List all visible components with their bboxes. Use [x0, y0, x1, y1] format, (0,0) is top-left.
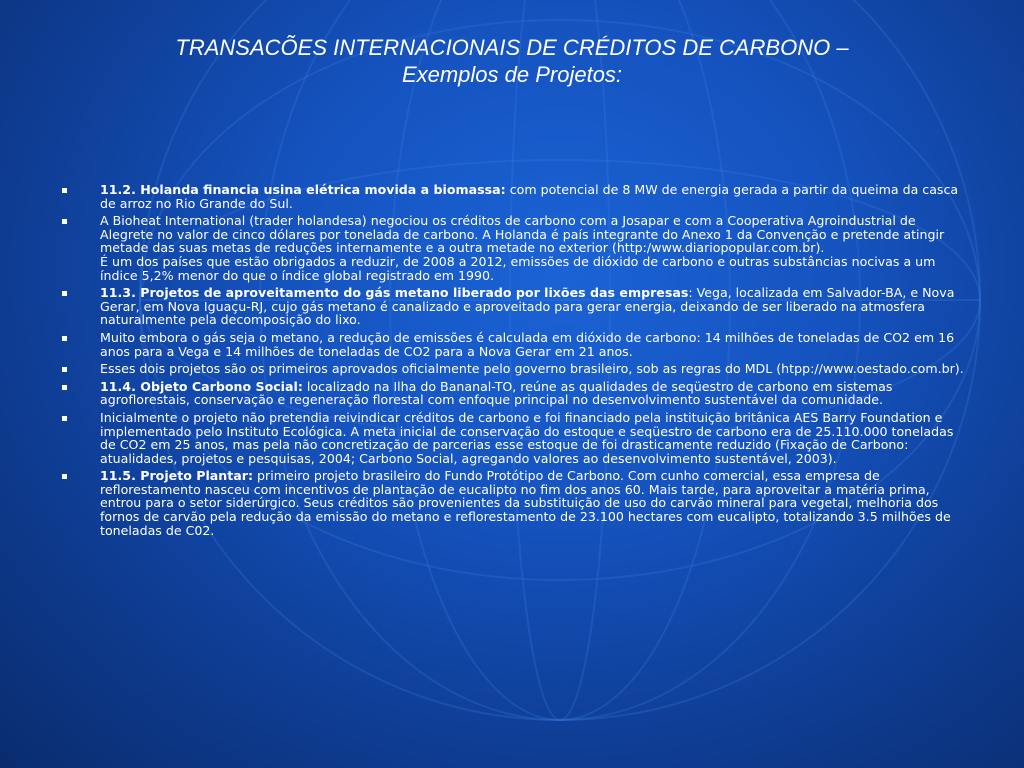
- bullet-item: [60, 183, 968, 210]
- bullet-item: [60, 331, 968, 358]
- square-bullet-icon: [62, 219, 67, 224]
- square-bullet-icon: [62, 336, 67, 341]
- bullet-item: [60, 362, 968, 376]
- bullet-item: [60, 411, 968, 465]
- bullet-heading: 11.2. Holanda financia usina elétrica movida a biomassa:: [100, 182, 506, 197]
- bullet-item: [60, 380, 968, 407]
- square-bullet-icon: [62, 385, 67, 390]
- bullet-item: [60, 214, 968, 282]
- square-bullet-icon: [62, 474, 67, 479]
- bullet-heading: 11.5. Projeto Plantar:: [100, 468, 254, 484]
- bullet-item: [60, 469, 968, 537]
- bullet-heading: 11.4. Objeto Carbono Social:: [100, 378, 303, 394]
- square-bullet-icon: [62, 291, 67, 296]
- bullet-heading: 11.3. Projetos de aproveitamento do gás metano liberado por lixões das empresas: [100, 285, 689, 301]
- bullet-text: localizado na Ilha do Bananal-TO, reúne as qualidades de seqüestro de carbono em sistemas agroflorestais, conservação e regeneração florestal com enfoque principal no desenvolvimento sustentável da comunidade.: [100, 378, 893, 408]
- bullet-text-continuation: É um dos países que estão obrigados a reduzir, de 2008 a 2012, emissões de dióxido de carbono e outras substâncias nocivas a um índice 5,2% menor do que o índice global registrado em 1990.: [100, 253, 936, 283]
- bullet-text: Esses dois projetos são os primeiros aprovados oficialmente pelo governo brasileiro, sob as regras do MDL (htpp://www.oestado.com.br).: [100, 361, 964, 377]
- square-bullet-icon: [62, 367, 67, 372]
- bullet-text: com potencial de 8 MW de energia gerada a partir da queima da casca de arroz no Rio Grande do Sul.: [100, 182, 959, 211]
- bullet-list: [60, 183, 968, 541]
- bullet-text: A Bioheat International (trader holandesa) negociou os créditos de carbono com a Josapar e com a Cooperativa Agroindustrial de Alegrete no valor de cinco dólares por tonelada de carbono. A Holanda é país integrante do Anexo 1 da Convenção e pretende atingir metade das suas metas de reduções internamente e a outra metade no exterior (http:/www.diariopopular.com.br).: [100, 213, 945, 256]
- slide-title: [40, 34, 984, 88]
- bullet-text: Muito embora o gás seja o metano, a redução de emissões é calculada em dióxido de carbono: 14 milhões de toneladas de CO2 em 16 anos para a Vega e 14 milhões de toneladas de CO2 para a Nova Gerar em 21 anos.: [100, 329, 955, 359]
- bullet-item: [60, 286, 968, 327]
- square-bullet-icon: [62, 416, 67, 421]
- slide-title-line-1: TRANSACÕES INTERNACIONAIS DE CRÉDITOS DE CARBONO –: [175, 35, 849, 60]
- square-bullet-icon: [62, 188, 67, 193]
- slide-title-line-2: Exemplos de Projetos:: [401, 62, 623, 87]
- bullet-text: Inicialmente o projeto não pretendia reivindicar créditos de carbono e foi financiado pela instituição britânica AES Barry Foundation e implementado pelo Instituto Ecológica. A meta inicial de conservação do estoque e seqüestro de carbono era de 25.110.000 toneladas de CO2 em 25 anos, mas pela não concretização de parcerias esse estoque de foi drasticamente reduzido (Fixação de Carbono: atualidades, projetos e pesquisas, 2004; Carbono Social, agregando valores ao desenvolvimento sustentável, 2003).: [100, 409, 954, 466]
- bullet-text: primeiro projeto brasileiro do Fundo Protótipo de Carbono. Com cunho comercial, essa empresa de reflorestamento nasceu com incentivos de plantação de eucalipto no fim dos anos 60. Mais tarde, para aproveitar a matéria prima, entrou para o setor siderúrgico. Seus créditos são provenientes da substituição de uso do carvão mineral para vegetal, melhoria dos fornos de carvão pela redução da emissão do metano e reflorestamento de 23.100 hectares com eucalipto, totalizando 3.5 milhões de toneladas de C02.: [100, 468, 951, 538]
- bullet-text: : Vega, localizada em Salvador-BA, e Nova Gerar, em Nova Iguaçu-RJ, cujo gás metano é canalizado e aproveitado para gerar energia, deixando de ser liberado na atmosfera naturalmente pela decomposição do lixo.: [100, 285, 955, 328]
